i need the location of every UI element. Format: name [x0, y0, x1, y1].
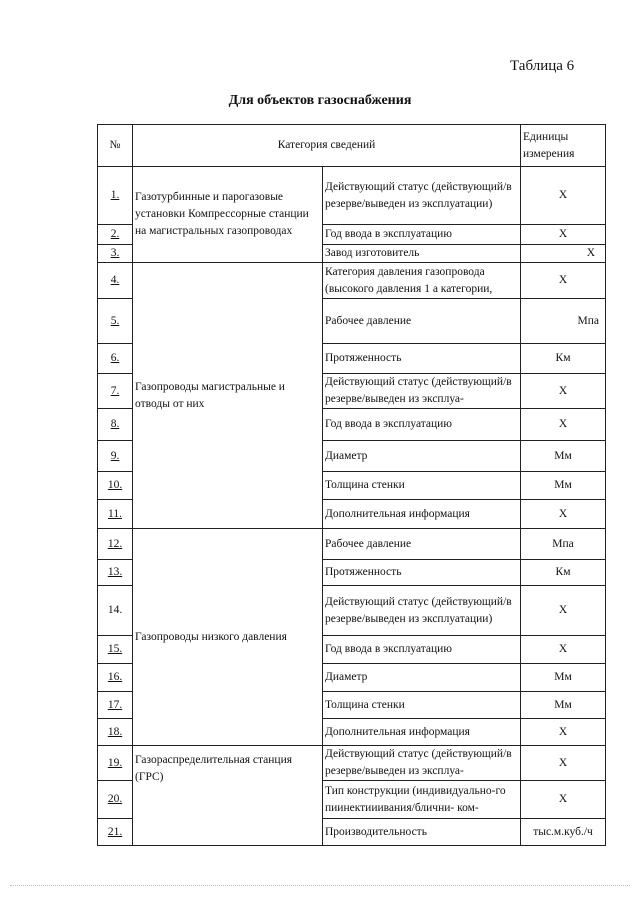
row-attribute: Год ввода в эксплуатацию [323, 225, 521, 245]
row-unit: Км [521, 344, 606, 374]
row-unit: Мм [521, 472, 606, 500]
scan-edge-line [10, 885, 630, 887]
row-number: 4. [98, 263, 133, 299]
row-unit: тыс.м.куб./ч [521, 819, 606, 846]
row-attribute: Производительность [323, 819, 521, 846]
row-number: 15. [98, 636, 133, 664]
row-attribute: Год ввода в эксплуатацию [323, 409, 521, 441]
row-number: 14. [98, 586, 133, 636]
table-row [98, 167, 606, 225]
group-compressor-stations: Газотурбинные и парогазовые установки Компрессорные станции на магистральных газопроводах [133, 167, 323, 263]
row-attribute: Действующий статус (действующий/в резерве/выведен из эксплуа- [323, 374, 521, 409]
row-unit: X [521, 167, 606, 225]
row-attribute: Год ввода в эксплуатацию [323, 636, 521, 664]
row-unit: X [521, 374, 606, 409]
table-row [98, 529, 606, 560]
row-number: 21. [98, 819, 133, 846]
row-unit: X [521, 245, 606, 263]
row-number: 11. [98, 500, 133, 529]
row-number: 20. [98, 781, 133, 819]
row-attribute: Действующий статус (действующий/в резерве/выведен из эксплуатации) [323, 167, 521, 225]
row-attribute: Дополнительная информация [323, 500, 521, 529]
row-attribute: Действующий статус (действующий/в резерве/выведен из эксплуатации) [323, 586, 521, 636]
row-unit: X [521, 263, 606, 299]
gas-supply-table [97, 124, 606, 846]
row-attribute: Тип конструкции (индивидуально-го пиинектииивания/блични- ком- [323, 781, 521, 819]
group-low-pressure-pipelines: Газопроводы низкого давления [133, 529, 323, 746]
table-row [98, 263, 606, 299]
row-number: 18. [98, 719, 133, 746]
row-attribute: Толщина стенки [323, 692, 521, 719]
row-attribute: Диаметр [323, 664, 521, 692]
row-unit: X [521, 636, 606, 664]
row-attribute: Рабочее давление [323, 299, 521, 344]
table-number-label: Таблица 6 [510, 58, 575, 74]
row-number: 17. [98, 692, 133, 719]
row-unit: Км [521, 560, 606, 586]
row-unit: Мм [521, 692, 606, 719]
header-category: Категория сведений [133, 125, 521, 167]
row-number: 8. [98, 409, 133, 441]
row-number: 5. [98, 299, 133, 344]
row-unit: Мпа [521, 529, 606, 560]
row-attribute: Дополнительная информация [323, 719, 521, 746]
row-number: 19. [98, 746, 133, 781]
row-unit: X [521, 409, 606, 441]
row-attribute: Рабочее давление [323, 529, 521, 560]
row-number: 12. [98, 529, 133, 560]
page-title: Для объектов газоснабжения [228, 93, 412, 108]
row-number: 16. [98, 664, 133, 692]
row-unit: X [521, 719, 606, 746]
row-attribute: Завод изготовитель [323, 245, 521, 263]
row-number: 7. [98, 374, 133, 409]
row-unit: X [521, 500, 606, 529]
row-attribute: Протяженность [323, 344, 521, 374]
row-unit: Мм [521, 441, 606, 472]
row-attribute: Категория давления газопровода (высокого давления 1 а категории, [323, 263, 521, 299]
row-unit: X [521, 225, 606, 245]
row-attribute: Диаметр [323, 441, 521, 472]
row-attribute: Действующий статус (действующий/в резерве/выведен из эксплуа- [323, 746, 521, 781]
row-unit: X [521, 781, 606, 819]
header-num: № [98, 125, 133, 167]
row-unit: Мм [521, 664, 606, 692]
header-row [98, 125, 606, 167]
row-attribute: Толщина стенки [323, 472, 521, 500]
group-main-pipelines: Газопроводы магистральные и отводы от них [133, 263, 323, 529]
row-number: 3. [98, 245, 133, 263]
row-number: 13. [98, 560, 133, 586]
row-attribute: Протяженность [323, 560, 521, 586]
row-number: 2. [98, 225, 133, 245]
row-number: 9. [98, 441, 133, 472]
header-units: Единицы измерения [521, 125, 606, 167]
table-row [98, 746, 606, 781]
row-number: 10. [98, 472, 133, 500]
row-number: 6. [98, 344, 133, 374]
group-gas-distribution-station: Газораспределительная станция (ГРС) [133, 746, 323, 846]
row-number: 1. [98, 167, 133, 225]
row-unit: Мпа [521, 299, 606, 344]
row-unit: X [521, 586, 606, 636]
row-unit: X [521, 746, 606, 781]
